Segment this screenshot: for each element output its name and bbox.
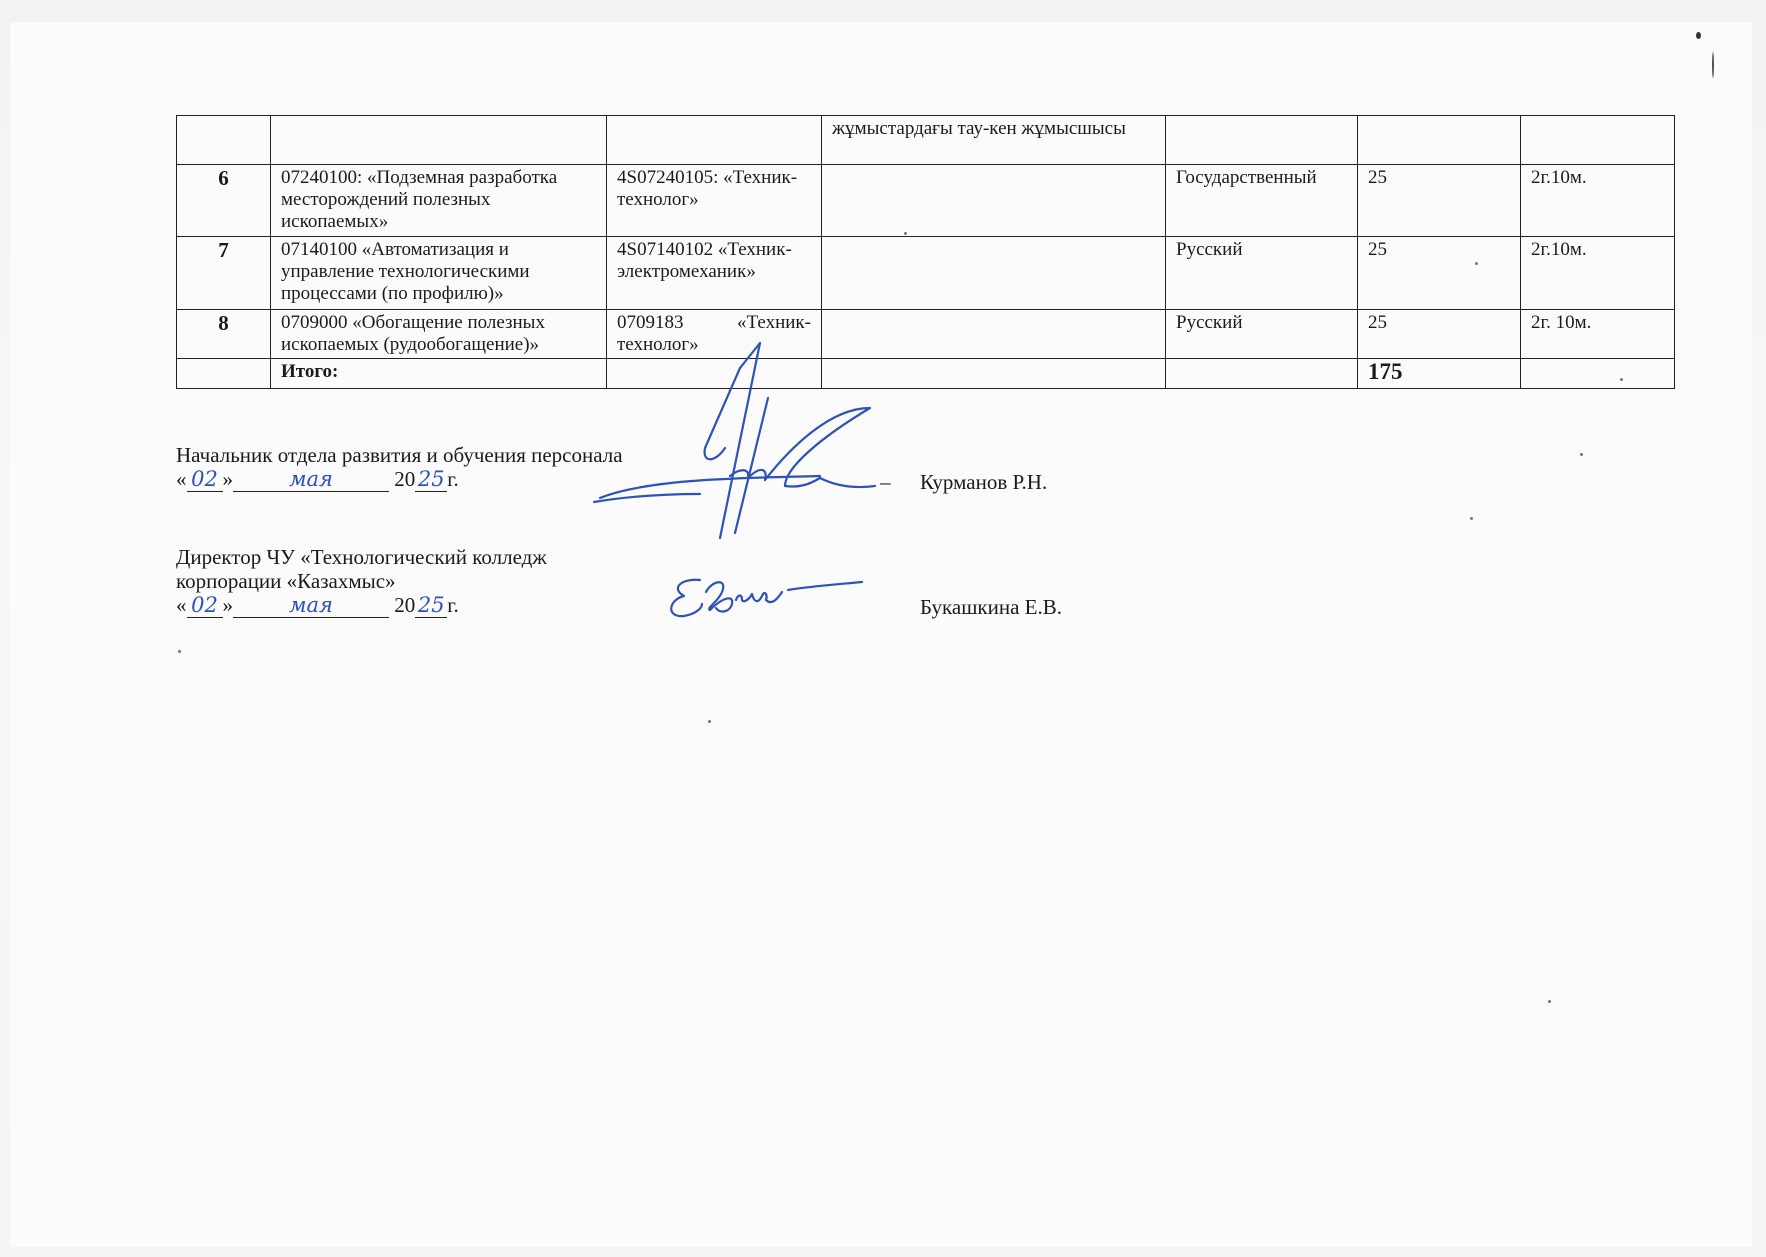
cell-language: Русский <box>1166 237 1358 310</box>
cell-count: 25 <box>1358 165 1521 237</box>
date-year-end: г. <box>447 467 459 491</box>
date-year-suffix: 25 <box>415 593 447 618</box>
date-quote-open: « <box>176 467 187 491</box>
date-month: мая <box>233 467 389 492</box>
cell-num <box>177 116 271 165</box>
scan-speck <box>1580 453 1583 456</box>
date-day: 02 <box>187 467 223 492</box>
signing-date <box>176 593 547 618</box>
cell-specialty: 07240100: «Подземная разработка месторождений полезных ископаемых» <box>271 165 607 237</box>
signature-dash: – <box>880 470 891 494</box>
date-year-prefix: 20 <box>394 467 416 491</box>
cell-extra <box>822 165 1166 237</box>
cell-qualification-kz: жұмыстардағы тау-кен жұмысшысы <box>822 116 1166 165</box>
total-value: 175 <box>1358 359 1521 389</box>
date-quote-close: » <box>222 467 233 491</box>
signer-name: Букашкина Е.В. <box>920 595 1062 619</box>
cell-language: Государственный <box>1166 165 1358 237</box>
table-row <box>177 237 1675 310</box>
cell-duration <box>1521 116 1675 165</box>
cell-num: 7 <box>177 237 271 310</box>
cell-qualification <box>607 116 822 165</box>
date-quote-close: » <box>222 593 233 617</box>
signer-name: Курманов Р.Н. <box>920 470 1048 494</box>
table-row <box>177 165 1675 237</box>
date-day: 02 <box>187 593 223 618</box>
signing-date <box>176 467 623 492</box>
scan-speck <box>1712 52 1714 78</box>
handwritten-signature-1 <box>590 338 940 548</box>
signer-position-line-1: Директор ЧУ «Технологический колледж <box>176 545 547 569</box>
cell-specialty <box>271 116 607 165</box>
cell-specialty: 0709000 «Обогащение полезных ископаемых (рудообогащение)» <box>271 310 607 359</box>
scan-speck <box>708 720 711 723</box>
cell-qualification: 0709183 «Техник-технолог» <box>607 310 822 359</box>
signature-block-2 <box>176 545 547 618</box>
cell-count: 25 <box>1358 310 1521 359</box>
cell-num <box>177 359 271 389</box>
cell-duration: 2г. 10м. <box>1521 310 1675 359</box>
signer-position: Начальник отдела развития и обучения персонала <box>176 443 623 467</box>
cell-qualification: 4S07140102 «Техник-электромеханик» <box>607 237 822 310</box>
cell-duration: 2г.10м. <box>1521 237 1675 310</box>
date-year-suffix: 25 <box>415 467 447 492</box>
scan-speck <box>1548 1000 1551 1003</box>
handwritten-signature-2 <box>662 568 872 628</box>
cell-extra <box>822 237 1166 310</box>
date-month: мая <box>233 593 389 618</box>
scan-speck <box>1696 32 1701 39</box>
date-year-end: г. <box>447 593 459 617</box>
signer-position-line-2: корпорации «Казахмыс» <box>176 569 396 593</box>
cell-language: Русский <box>1166 310 1358 359</box>
cell-num: 8 <box>177 310 271 359</box>
scan-speck <box>178 650 181 653</box>
total-label: Итого: <box>271 359 607 389</box>
cell-specialty: 07140100 «Автоматизация и управление технологическими процессами (по профилю)» <box>271 237 607 310</box>
cell-language <box>1166 359 1358 389</box>
cell-num: 6 <box>177 165 271 237</box>
signature-block-1 <box>176 443 623 492</box>
table-row-continued <box>177 116 1675 165</box>
cell-language <box>1166 116 1358 165</box>
cell-duration <box>1521 359 1675 389</box>
cell-duration: 2г.10м. <box>1521 165 1675 237</box>
cell-count: 25 <box>1358 237 1521 310</box>
scan-speck <box>1470 517 1473 520</box>
cell-count <box>1358 116 1521 165</box>
date-quote-open: « <box>176 593 187 617</box>
date-year-prefix: 20 <box>394 593 416 617</box>
cell-qualification: 4S07240105: «Техник-технолог» <box>607 165 822 237</box>
